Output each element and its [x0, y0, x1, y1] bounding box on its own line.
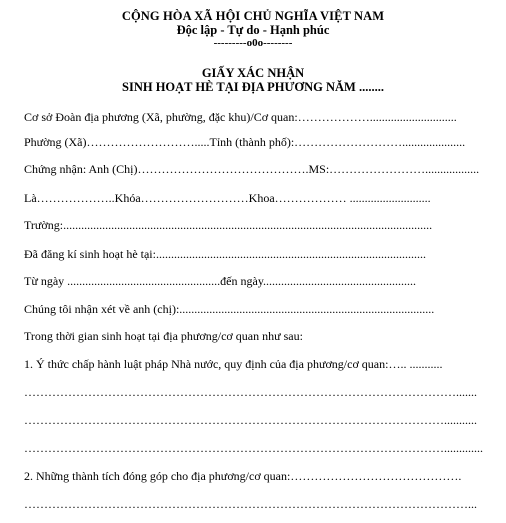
header-separator: ---------o0o--------: [213, 37, 293, 49]
field-phuong-tinh: Phường (Xã)……………………….....Tỉnh (thành phố):……………………….....................: [24, 135, 466, 149]
document-title: GIẤY XÁC NHẬN: [201, 66, 305, 80]
field-da-dang-ki: Đã đăng kí sinh hoạt hè tại:..........................................................................................: [24, 247, 426, 261]
section-1-dots-1: ……………………………………………………………………………………………….......: [24, 385, 477, 399]
section-1-dots-2: ……………………………………………………………………………………………...........: [24, 413, 477, 427]
section-1-heading: 1. Ý thức chấp hành luật pháp Nhà nước, quy định của địa phương/cơ quan:….. ...........: [24, 357, 443, 371]
section-2-heading: 2. Những thành tích đóng góp cho địa phương/cơ quan:…………………………………….: [24, 469, 462, 483]
section-2-dots-1: …………………………………………………………………………………………………...: [24, 497, 477, 511]
country-name: CỘNG HÒA XÃ HỘI CHỦ NGHĨA VIỆT NAM: [121, 9, 385, 23]
document-subtitle: SINH HOẠT HÈ TẠI ĐỊA PHƯƠNG NĂM ........: [122, 80, 384, 94]
section-1-dots-3: …………………………………………………………………………………………….............: [24, 441, 483, 455]
field-truong: Trường:...........................................................................................................................: [24, 218, 433, 232]
national-motto: Độc lập - Tự do - Hạnh phúc: [176, 23, 330, 37]
field-chung-nhan: Chứng nhận: Anh (Chị)…………………………………….MS:……………………..................: [24, 162, 480, 176]
field-la-khoa: Là………………..Khóa………………………Khoa……………… ...........................: [24, 191, 431, 205]
field-tu-ngay: Từ ngày ...................................................đến ngày...................................................: [24, 274, 417, 288]
field-nhan-xet: Chúng tôi nhận xét về anh (chị):.....................................................................................: [24, 302, 435, 316]
field-co-so-doan: Cơ sở Đoàn địa phương (Xã, phường, đặc khu)/Cơ quan:……………….............................: [24, 110, 457, 124]
intro-text: Trong thời gian sinh hoạt tại địa phương/cơ quan như sau:: [24, 329, 303, 343]
